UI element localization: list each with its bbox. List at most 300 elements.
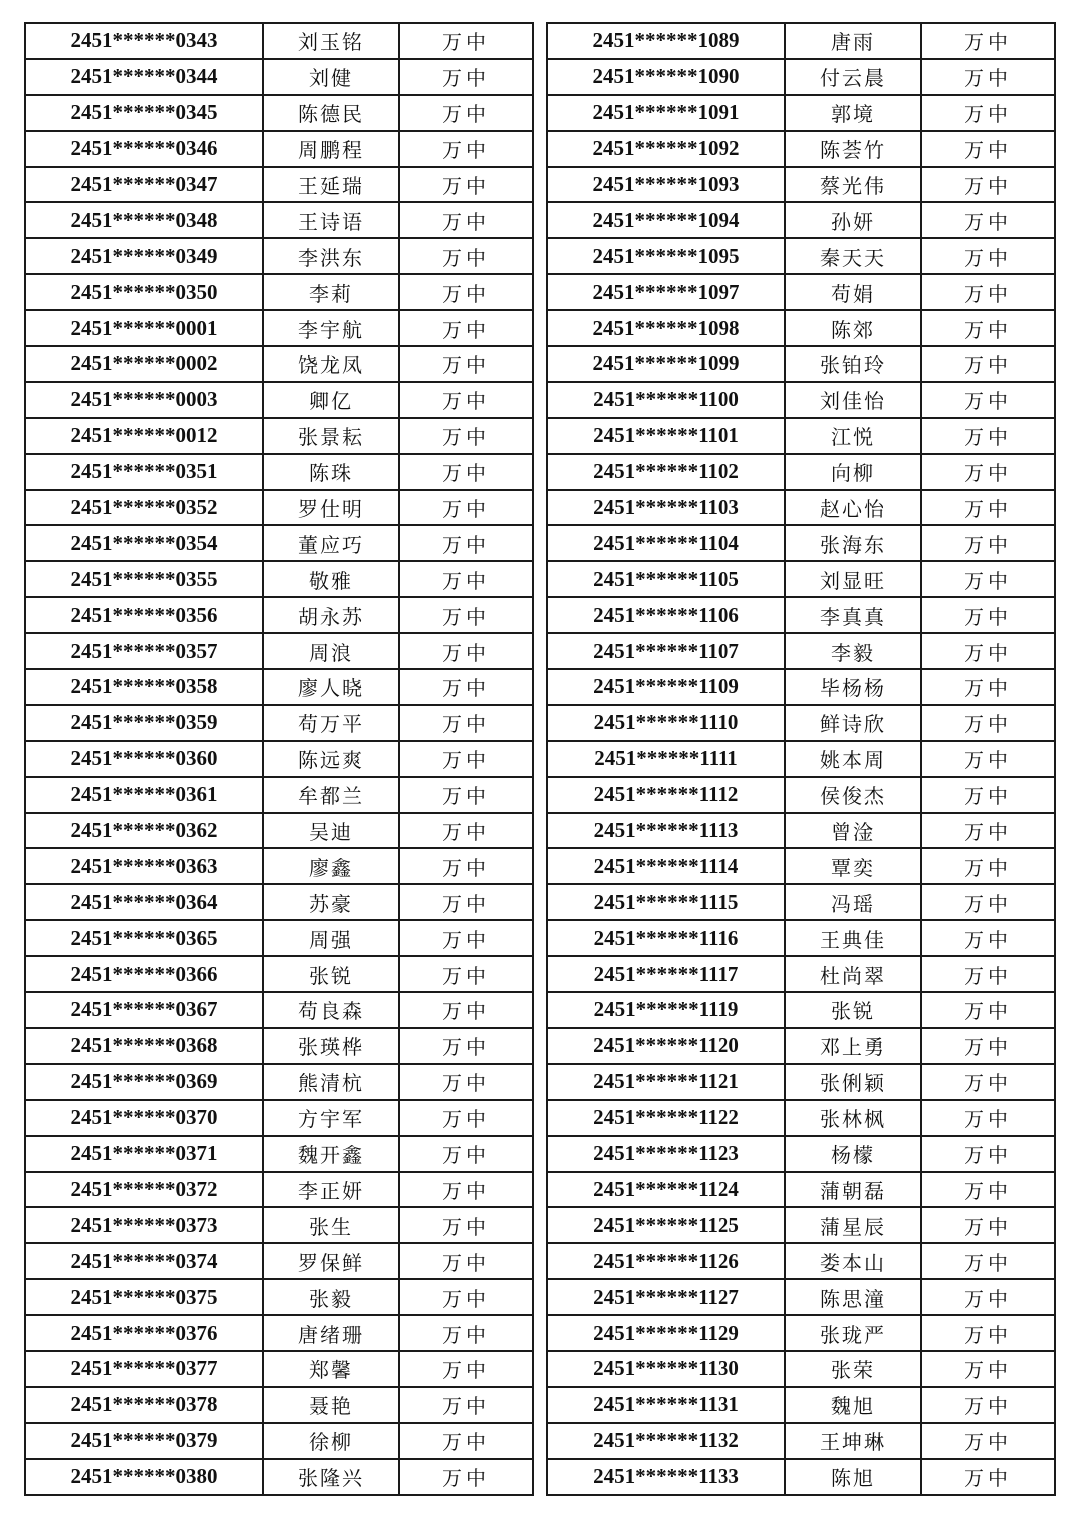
candidate-id-cell: 2451******1090 (547, 59, 785, 95)
student-name-cell: 陈思潼 (785, 1279, 921, 1315)
table-row (25, 1064, 533, 1100)
table-row (547, 95, 1055, 131)
candidate-id-cell: 2451******0350 (25, 274, 263, 310)
school-cell: 万中 (921, 1207, 1055, 1243)
table-row (547, 1351, 1055, 1387)
student-name-cell: 蒲朝磊 (785, 1172, 921, 1208)
student-name-cell: 饶龙凤 (263, 346, 399, 382)
school-cell: 万中 (921, 1351, 1055, 1387)
student-name-cell: 周强 (263, 920, 399, 956)
student-name-cell: 杜尚翠 (785, 956, 921, 992)
candidate-id-cell: 2451******1091 (547, 95, 785, 131)
student-name-cell: 熊清杭 (263, 1064, 399, 1100)
table-row (25, 525, 533, 561)
table-row (547, 992, 1055, 1028)
candidate-id-cell: 2451******1116 (547, 920, 785, 956)
table-row (25, 274, 533, 310)
candidate-id-cell: 2451******0365 (25, 920, 263, 956)
table-row (547, 454, 1055, 490)
table-row (25, 310, 533, 346)
table-row (25, 238, 533, 274)
table-row (25, 59, 533, 95)
table-row (25, 1459, 533, 1495)
table-row (25, 1423, 533, 1459)
table-row (25, 490, 533, 526)
table-row (547, 310, 1055, 346)
school-cell: 万中 (399, 705, 533, 741)
student-name-cell: 郭境 (785, 95, 921, 131)
student-name-cell: 罗保鲜 (263, 1243, 399, 1279)
candidate-id-cell: 2451******0372 (25, 1172, 263, 1208)
student-name-cell: 蔡光伟 (785, 167, 921, 203)
candidate-id-cell: 2451******1133 (547, 1459, 785, 1495)
school-cell: 万中 (921, 741, 1055, 777)
candidate-id-cell: 2451******0377 (25, 1351, 263, 1387)
student-name-cell: 周鹏程 (263, 131, 399, 167)
table-row (25, 705, 533, 741)
student-name-cell: 付云晨 (785, 59, 921, 95)
school-cell: 万中 (921, 597, 1055, 633)
table-row (547, 956, 1055, 992)
table-row (25, 633, 533, 669)
school-cell: 万中 (399, 1351, 533, 1387)
candidate-id-cell: 2451******1113 (547, 813, 785, 849)
school-cell: 万中 (921, 1243, 1055, 1279)
student-name-cell: 张锐 (785, 992, 921, 1028)
school-cell: 万中 (921, 59, 1055, 95)
table-row (25, 1100, 533, 1136)
student-name-cell: 李正妍 (263, 1172, 399, 1208)
table-row (547, 597, 1055, 633)
candidate-id-cell: 2451******1127 (547, 1279, 785, 1315)
school-cell: 万中 (399, 956, 533, 992)
school-cell: 万中 (399, 1172, 533, 1208)
student-name-cell: 覃奕 (785, 848, 921, 884)
school-cell: 万中 (399, 167, 533, 203)
student-name-cell: 张瑛桦 (263, 1028, 399, 1064)
table-row (547, 1459, 1055, 1495)
school-cell: 万中 (921, 561, 1055, 597)
candidate-id-cell: 2451******1102 (547, 454, 785, 490)
candidate-id-cell: 2451******1110 (547, 705, 785, 741)
candidate-id-cell: 2451******1103 (547, 490, 785, 526)
table-row (25, 561, 533, 597)
student-name-cell: 张珑严 (785, 1315, 921, 1351)
school-cell: 万中 (399, 490, 533, 526)
candidate-id-cell: 2451******0358 (25, 669, 263, 705)
school-cell: 万中 (921, 1064, 1055, 1100)
student-name-cell: 陈远爽 (263, 741, 399, 777)
student-name-cell: 唐雨 (785, 23, 921, 59)
table-row (25, 813, 533, 849)
candidate-id-cell: 2451******1114 (547, 848, 785, 884)
candidate-id-cell: 2451******0012 (25, 418, 263, 454)
student-name-cell: 董应巧 (263, 525, 399, 561)
student-name-cell: 卿亿 (263, 382, 399, 418)
candidate-id-cell: 2451******1104 (547, 525, 785, 561)
school-cell: 万中 (399, 1459, 533, 1495)
table-row (547, 705, 1055, 741)
table-row (25, 418, 533, 454)
candidate-id-cell: 2451******1132 (547, 1423, 785, 1459)
table-row (547, 777, 1055, 813)
candidate-id-cell: 2451******1107 (547, 633, 785, 669)
table-row (25, 346, 533, 382)
table-row (547, 238, 1055, 274)
student-name-cell: 江悦 (785, 418, 921, 454)
student-name-cell: 向柳 (785, 454, 921, 490)
student-name-cell: 魏旭 (785, 1387, 921, 1423)
table-row (25, 95, 533, 131)
candidate-id-cell: 2451******1111 (547, 741, 785, 777)
school-cell: 万中 (921, 813, 1055, 849)
student-name-cell: 魏开鑫 (263, 1136, 399, 1172)
candidate-id-cell: 2451******0361 (25, 777, 263, 813)
table-row (547, 1387, 1055, 1423)
student-name-cell: 张生 (263, 1207, 399, 1243)
candidate-id-cell: 2451******0379 (25, 1423, 263, 1459)
candidate-id-cell: 2451******0376 (25, 1315, 263, 1351)
student-name-cell: 王诗语 (263, 202, 399, 238)
school-cell: 万中 (921, 238, 1055, 274)
school-cell: 万中 (921, 1172, 1055, 1208)
candidate-id-cell: 2451******0347 (25, 167, 263, 203)
student-name-cell: 张锐 (263, 956, 399, 992)
table-row (547, 346, 1055, 382)
student-name-cell: 邓上勇 (785, 1028, 921, 1064)
school-cell: 万中 (921, 310, 1055, 346)
table-row (25, 777, 533, 813)
student-name-cell: 郑馨 (263, 1351, 399, 1387)
school-cell: 万中 (921, 525, 1055, 561)
school-cell: 万中 (921, 382, 1055, 418)
candidate-id-cell: 2451******0356 (25, 597, 263, 633)
student-name-cell: 陈珠 (263, 454, 399, 490)
table-row (547, 741, 1055, 777)
table-row (25, 382, 533, 418)
candidate-id-cell: 2451******0354 (25, 525, 263, 561)
table-row (547, 1315, 1055, 1351)
table-row (547, 633, 1055, 669)
table-row (547, 59, 1055, 95)
candidate-id-cell: 2451******1095 (547, 238, 785, 274)
school-cell: 万中 (921, 920, 1055, 956)
school-cell: 万中 (399, 346, 533, 382)
table-row (25, 167, 533, 203)
school-cell: 万中 (399, 1423, 533, 1459)
candidate-id-cell: 2451******1115 (547, 884, 785, 920)
school-cell: 万中 (399, 1387, 533, 1423)
candidate-id-cell: 2451******1097 (547, 274, 785, 310)
student-name-cell: 陈德民 (263, 95, 399, 131)
school-cell: 万中 (921, 633, 1055, 669)
candidate-id-cell: 2451******1122 (547, 1100, 785, 1136)
candidate-id-cell: 2451******0363 (25, 848, 263, 884)
table-row (547, 167, 1055, 203)
school-cell: 万中 (399, 813, 533, 849)
student-name-cell: 张俐颖 (785, 1064, 921, 1100)
student-name-cell: 李真真 (785, 597, 921, 633)
school-cell: 万中 (921, 202, 1055, 238)
school-cell: 万中 (399, 561, 533, 597)
candidate-id-cell: 2451******0355 (25, 561, 263, 597)
student-name-cell: 赵心怡 (785, 490, 921, 526)
school-cell: 万中 (399, 669, 533, 705)
school-cell: 万中 (399, 310, 533, 346)
school-cell: 万中 (399, 202, 533, 238)
candidate-id-cell: 2451******0371 (25, 1136, 263, 1172)
school-cell: 万中 (399, 1064, 533, 1100)
candidate-id-cell: 2451******1124 (547, 1172, 785, 1208)
table-row (547, 382, 1055, 418)
candidate-id-cell: 2451******0349 (25, 238, 263, 274)
candidate-id-cell: 2451******1121 (547, 1064, 785, 1100)
school-cell: 万中 (399, 418, 533, 454)
student-name-cell: 冯瑶 (785, 884, 921, 920)
school-cell: 万中 (921, 490, 1055, 526)
table-row (25, 1028, 533, 1064)
student-name-cell: 陈旭 (785, 1459, 921, 1495)
student-name-cell: 张荣 (785, 1351, 921, 1387)
school-cell: 万中 (399, 1207, 533, 1243)
school-cell: 万中 (921, 884, 1055, 920)
candidate-id-cell: 2451******0368 (25, 1028, 263, 1064)
school-cell: 万中 (921, 1459, 1055, 1495)
table-row (547, 525, 1055, 561)
candidate-id-cell: 2451******1105 (547, 561, 785, 597)
student-name-cell: 胡永苏 (263, 597, 399, 633)
school-cell: 万中 (921, 1315, 1055, 1351)
table-row (25, 1315, 533, 1351)
table-row (25, 669, 533, 705)
school-cell: 万中 (921, 95, 1055, 131)
table-row (547, 1100, 1055, 1136)
student-name-cell: 聂艳 (263, 1387, 399, 1423)
school-cell: 万中 (399, 848, 533, 884)
candidate-id-cell: 2451******1131 (547, 1387, 785, 1423)
candidate-id-cell: 2451******1092 (547, 131, 785, 167)
school-cell: 万中 (399, 59, 533, 95)
table-row (25, 848, 533, 884)
candidate-id-cell: 2451******1125 (547, 1207, 785, 1243)
candidate-id-cell: 2451******0369 (25, 1064, 263, 1100)
student-name-cell: 苟良森 (263, 992, 399, 1028)
student-name-cell: 张铂玲 (785, 346, 921, 382)
school-cell: 万中 (921, 1136, 1055, 1172)
table-row (547, 418, 1055, 454)
table-row (25, 202, 533, 238)
school-cell: 万中 (399, 382, 533, 418)
candidate-id-cell: 2451******0343 (25, 23, 263, 59)
table-row (547, 848, 1055, 884)
candidate-id-cell: 2451******0366 (25, 956, 263, 992)
school-cell: 万中 (399, 454, 533, 490)
table-row (25, 454, 533, 490)
table-row (25, 1387, 533, 1423)
candidate-id-cell: 2451******0351 (25, 454, 263, 490)
student-name-cell: 张海东 (785, 525, 921, 561)
student-name-cell: 杨檬 (785, 1136, 921, 1172)
table-row (547, 1243, 1055, 1279)
school-cell: 万中 (399, 777, 533, 813)
roster-table-right (546, 22, 1056, 1496)
candidate-id-cell: 2451******1117 (547, 956, 785, 992)
candidate-id-cell: 2451******0001 (25, 310, 263, 346)
roster-table-left (24, 22, 534, 1496)
candidate-id-cell: 2451******1098 (547, 310, 785, 346)
school-cell: 万中 (921, 167, 1055, 203)
candidate-id-cell: 2451******1101 (547, 418, 785, 454)
table-row (25, 1207, 533, 1243)
table-row (25, 1279, 533, 1315)
table-row (547, 1279, 1055, 1315)
student-name-cell: 苟娟 (785, 274, 921, 310)
candidate-id-cell: 2451******1130 (547, 1351, 785, 1387)
student-name-cell: 毕杨杨 (785, 669, 921, 705)
school-cell: 万中 (921, 1423, 1055, 1459)
student-name-cell: 方宇军 (263, 1100, 399, 1136)
school-cell: 万中 (921, 956, 1055, 992)
school-cell: 万中 (399, 1136, 533, 1172)
school-cell: 万中 (399, 1315, 533, 1351)
student-name-cell: 王坤琳 (785, 1423, 921, 1459)
table-row (547, 131, 1055, 167)
student-name-cell: 娄本山 (785, 1243, 921, 1279)
student-name-cell: 李宇航 (263, 310, 399, 346)
student-name-cell: 刘健 (263, 59, 399, 95)
candidate-id-cell: 2451******0002 (25, 346, 263, 382)
candidate-id-cell: 2451******1126 (547, 1243, 785, 1279)
student-name-cell: 罗仕明 (263, 490, 399, 526)
table-row (25, 131, 533, 167)
candidate-id-cell: 2451******0367 (25, 992, 263, 1028)
student-name-cell: 王典佳 (785, 920, 921, 956)
candidate-id-cell: 2451******0364 (25, 884, 263, 920)
table-row (25, 1243, 533, 1279)
school-cell: 万中 (399, 238, 533, 274)
candidate-id-cell: 2451******0362 (25, 813, 263, 849)
school-cell: 万中 (399, 597, 533, 633)
student-name-cell: 秦天天 (785, 238, 921, 274)
school-cell: 万中 (921, 1279, 1055, 1315)
school-cell: 万中 (399, 1028, 533, 1064)
school-cell: 万中 (921, 1387, 1055, 1423)
candidate-id-cell: 2451******0003 (25, 382, 263, 418)
student-name-cell: 苟万平 (263, 705, 399, 741)
student-name-cell: 唐绪珊 (263, 1315, 399, 1351)
school-cell: 万中 (921, 23, 1055, 59)
table-row (547, 274, 1055, 310)
table-row (547, 23, 1055, 59)
table-row (25, 1136, 533, 1172)
table-row (547, 1064, 1055, 1100)
school-cell: 万中 (399, 95, 533, 131)
student-name-cell: 李莉 (263, 274, 399, 310)
school-cell: 万中 (399, 992, 533, 1028)
student-name-cell: 刘佳怡 (785, 382, 921, 418)
student-name-cell: 王延瑞 (263, 167, 399, 203)
student-name-cell: 苏豪 (263, 884, 399, 920)
table-row (25, 23, 533, 59)
school-cell: 万中 (921, 705, 1055, 741)
candidate-id-cell: 2451******0375 (25, 1279, 263, 1315)
student-name-cell: 曾淦 (785, 813, 921, 849)
candidate-id-cell: 2451******1089 (547, 23, 785, 59)
student-name-cell: 刘玉铭 (263, 23, 399, 59)
student-name-cell: 李毅 (785, 633, 921, 669)
table-row (547, 1207, 1055, 1243)
school-cell: 万中 (921, 848, 1055, 884)
candidate-id-cell: 2451******0378 (25, 1387, 263, 1423)
candidate-id-cell: 2451******1100 (547, 382, 785, 418)
school-cell: 万中 (399, 884, 533, 920)
table-row (547, 1136, 1055, 1172)
candidate-id-cell: 2451******0357 (25, 633, 263, 669)
school-cell: 万中 (399, 23, 533, 59)
student-name-cell: 吴迪 (263, 813, 399, 849)
table-row (547, 1423, 1055, 1459)
school-cell: 万中 (921, 131, 1055, 167)
candidate-id-cell: 2451******0374 (25, 1243, 263, 1279)
table-row (547, 813, 1055, 849)
candidate-id-cell: 2451******0373 (25, 1207, 263, 1243)
student-name-cell: 陈郊 (785, 310, 921, 346)
table-row (547, 1028, 1055, 1064)
school-cell: 万中 (399, 1279, 533, 1315)
school-cell: 万中 (921, 418, 1055, 454)
table-row (547, 202, 1055, 238)
student-name-cell: 张毅 (263, 1279, 399, 1315)
school-cell: 万中 (921, 1100, 1055, 1136)
candidate-id-cell: 2451******1120 (547, 1028, 785, 1064)
table-row (547, 1172, 1055, 1208)
school-cell: 万中 (921, 669, 1055, 705)
candidate-id-cell: 2451******0345 (25, 95, 263, 131)
student-name-cell: 鲜诗欣 (785, 705, 921, 741)
candidate-id-cell: 2451******1099 (547, 346, 785, 382)
student-name-cell: 廖人晓 (263, 669, 399, 705)
student-name-cell: 敬雅 (263, 561, 399, 597)
table-row (547, 884, 1055, 920)
school-cell: 万中 (399, 1243, 533, 1279)
school-cell: 万中 (399, 741, 533, 777)
table-row (25, 920, 533, 956)
candidate-id-cell: 2451******0348 (25, 202, 263, 238)
table-row (547, 920, 1055, 956)
school-cell: 万中 (921, 777, 1055, 813)
table-row (25, 741, 533, 777)
table-row (25, 1172, 533, 1208)
student-name-cell: 蒲星辰 (785, 1207, 921, 1243)
candidate-id-cell: 2451******1119 (547, 992, 785, 1028)
student-name-cell: 张隆兴 (263, 1459, 399, 1495)
candidate-id-cell: 2451******1112 (547, 777, 785, 813)
table-row (25, 1351, 533, 1387)
table-row (25, 956, 533, 992)
candidate-id-cell: 2451******0344 (25, 59, 263, 95)
student-name-cell: 牟都兰 (263, 777, 399, 813)
school-cell: 万中 (399, 633, 533, 669)
school-cell: 万中 (921, 346, 1055, 382)
candidate-id-cell: 2451******1129 (547, 1315, 785, 1351)
table-row (25, 597, 533, 633)
student-name-cell: 张林枫 (785, 1100, 921, 1136)
candidate-id-cell: 2451******0370 (25, 1100, 263, 1136)
student-name-cell: 陈荟竹 (785, 131, 921, 167)
student-name-cell: 侯俊杰 (785, 777, 921, 813)
candidate-id-cell: 2451******0380 (25, 1459, 263, 1495)
student-name-cell: 徐柳 (263, 1423, 399, 1459)
